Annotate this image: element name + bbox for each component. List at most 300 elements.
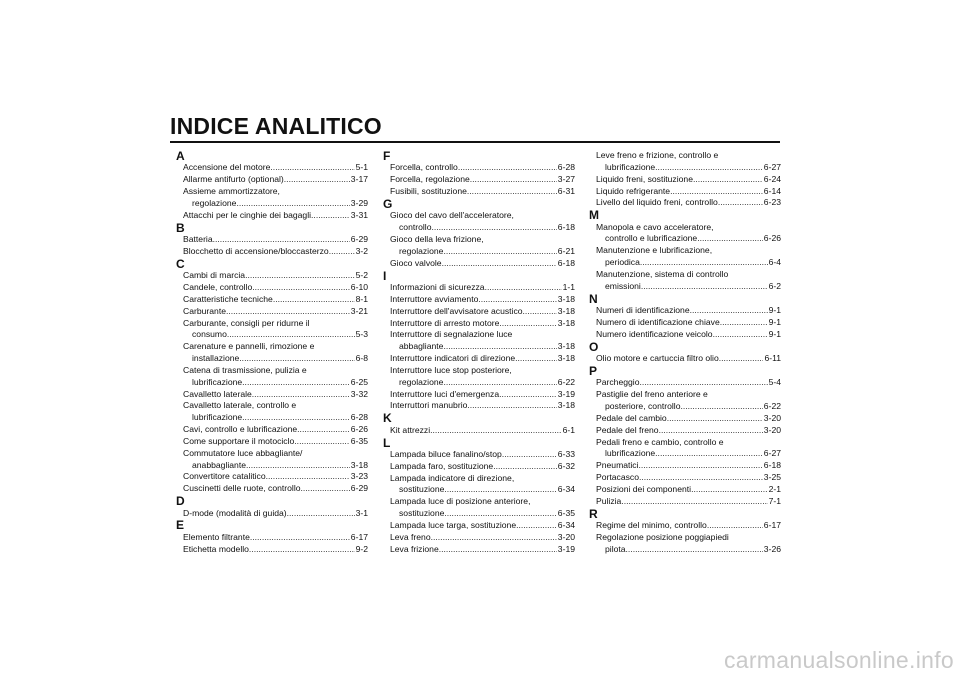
index-entry-page: 3-1	[355, 507, 368, 518]
index-entry-text: Candele, controllo	[183, 281, 253, 292]
index-entry-row	[183, 306, 368, 318]
index-entry-row	[390, 246, 575, 258]
index-group	[589, 293, 781, 341]
index-entry-text: lubrificazione	[605, 161, 656, 172]
index-entry	[383, 353, 575, 365]
dot-leader	[493, 461, 557, 473]
index-entry-row	[596, 257, 781, 269]
index-entry-page: 3-18	[350, 459, 368, 470]
index-entry-row	[596, 233, 781, 245]
dot-leader	[239, 353, 354, 365]
dot-leader	[659, 425, 763, 437]
index-entry-line: Cavalletto laterale, controllo e	[183, 400, 297, 411]
index-entry-row	[596, 460, 781, 472]
index-entry-row	[390, 162, 575, 174]
index-entry-row	[596, 353, 781, 365]
dot-leader	[670, 186, 763, 198]
index-entry	[176, 294, 368, 306]
index-entry-row	[183, 377, 368, 389]
index-entry-text: Etichetta modello	[183, 543, 249, 554]
dot-leader	[226, 306, 350, 318]
index-letter: P	[589, 363, 598, 378]
index-entry-text: regolazione	[399, 376, 444, 387]
index-entry-page: 6-23	[763, 197, 781, 208]
index-entry-text: lubrificazione	[605, 448, 656, 459]
index-entry-row	[183, 282, 368, 294]
index-entry-row	[596, 317, 781, 329]
index-group	[589, 365, 781, 508]
index-entry-page: 3-17	[350, 174, 368, 185]
index-entry-text: Kit attrezzi	[390, 424, 431, 435]
index-entry-line: Manopola e cavo acceleratore,	[596, 221, 714, 232]
index-entry-page: 3-18	[557, 353, 575, 364]
index-letter: B	[176, 220, 185, 235]
index-entry-page: 6-28	[350, 412, 368, 423]
index-entry-row	[183, 294, 368, 306]
index-group	[589, 341, 781, 365]
index-entry	[176, 306, 368, 318]
index-entry-page: 6-28	[557, 162, 575, 173]
index-entry-row	[183, 174, 368, 186]
dot-leader	[443, 377, 556, 389]
index-entry	[383, 306, 575, 318]
index-entry-page: 3-2	[355, 245, 368, 256]
index-letter: O	[589, 339, 599, 354]
index-entry-line: Regolazione posizione poggiapiedi	[596, 531, 729, 542]
index-entry-text: Forcella, regolazione	[390, 174, 470, 185]
index-group	[383, 198, 575, 270]
index-entry	[589, 150, 781, 174]
index-group	[176, 222, 368, 258]
index-entry-text: Interruttore dell'avvisatore acustico	[390, 305, 523, 316]
index-entry-page: 6-24	[763, 173, 781, 184]
dot-leader	[667, 413, 763, 425]
dot-leader	[284, 174, 350, 186]
index-entry-page: 3-20	[557, 531, 575, 542]
index-entry-row	[183, 389, 368, 401]
index-entry	[176, 318, 368, 342]
index-column-1	[176, 150, 368, 556]
index-entry	[383, 449, 575, 461]
index-entry-page: 6-27	[763, 448, 781, 459]
index-entry	[176, 400, 368, 424]
index-entry	[589, 484, 781, 496]
index-entry-page: 6-22	[557, 376, 575, 387]
index-group	[383, 437, 575, 556]
index-entry-text: Lampada faro, sostituzione	[390, 460, 494, 471]
index-entry-row	[596, 174, 781, 186]
index-entry	[589, 353, 781, 365]
index-entry	[589, 496, 781, 508]
index-entry-text: Interruttore luci d'emergenza	[390, 388, 500, 399]
index-entry-page: 6-21	[557, 245, 575, 256]
dot-leader	[250, 532, 350, 544]
index-entry-row	[596, 544, 781, 556]
index-entry-row	[390, 222, 575, 234]
index-entry	[383, 329, 575, 353]
index-entry	[176, 424, 368, 436]
dot-leader	[458, 162, 557, 174]
index-entry-row	[183, 162, 368, 174]
index-entry	[176, 234, 368, 246]
index-entry-row	[596, 425, 781, 437]
dot-leader	[242, 377, 350, 389]
index-entry-page: 6-18	[557, 257, 575, 268]
index-group	[176, 150, 368, 222]
index-entry	[176, 162, 368, 174]
dot-leader	[311, 210, 350, 222]
index-entry-page: 3-18	[557, 341, 575, 352]
index-entry-row	[390, 425, 575, 437]
index-letter: I	[383, 268, 387, 283]
dot-leader	[266, 471, 350, 483]
index-entry-row	[390, 532, 575, 544]
dot-leader	[719, 353, 764, 365]
index-entry	[383, 365, 575, 389]
index-entry-text: Olio motore e cartuccia filtro olio	[596, 353, 719, 364]
index-entry-text: Interruttore di arresto motore	[390, 317, 500, 328]
index-entry-row	[596, 281, 781, 293]
index-entry-text: Leva frizione	[390, 543, 439, 554]
index-entry	[176, 483, 368, 495]
index-entry-page: 3-19	[557, 543, 575, 554]
index-entry-page: 6-14	[763, 185, 781, 196]
dot-leader	[693, 174, 763, 186]
index-entry-row	[183, 353, 368, 365]
index-entry-line: Interruttore luce stop posteriore,	[390, 364, 512, 375]
index-entry-page: 6-22	[763, 400, 781, 411]
index-entry-text: Accensione del motore	[183, 162, 271, 173]
index-entry	[589, 437, 781, 461]
index-letter: N	[589, 291, 598, 306]
index-entry-line: Catena di trasmissione, pulizia e	[183, 364, 307, 375]
dot-leader	[697, 233, 763, 245]
dot-leader	[467, 186, 557, 198]
index-group	[589, 209, 781, 292]
index-entry	[589, 377, 781, 389]
dot-leader	[713, 329, 768, 341]
index-entry-page: 2-1	[768, 483, 781, 494]
index-entry-row	[596, 377, 781, 389]
index-entry-page: 3-32	[350, 388, 368, 399]
dot-leader	[252, 282, 350, 294]
index-entry-text: Come supportare il motociclo	[183, 435, 295, 446]
index-column-3	[589, 150, 781, 556]
index-entry	[176, 174, 368, 186]
index-entry-text: Pedale del cambio	[596, 412, 667, 423]
dot-leader	[242, 412, 350, 424]
dot-leader	[439, 544, 557, 556]
index-entry-text: Pedale del freno	[596, 424, 659, 435]
index-entry-text: Interruttore avviamento	[390, 293, 479, 304]
index-entry-text: Pulizia	[596, 495, 622, 506]
index-entry-page: 6-8	[355, 353, 368, 364]
index-entry-text: Parcheggio	[596, 377, 640, 388]
index-entry	[176, 246, 368, 258]
index-entry-page: 5-1	[355, 162, 368, 173]
index-entry-row	[183, 198, 368, 210]
dot-leader	[485, 282, 562, 294]
index-entry-line: Leve freno e frizione, controllo e	[596, 150, 719, 160]
index-entry	[383, 389, 575, 401]
index-entry-text: Liquido refrigerante	[596, 185, 671, 196]
index-entry-row	[390, 484, 575, 496]
index-entry-page: 6-17	[763, 519, 781, 530]
index-letter: F	[383, 149, 391, 163]
index-entry-text: D-mode (modalità di guida)	[183, 507, 287, 518]
index-entry-row	[596, 448, 781, 460]
index-entry	[383, 461, 575, 473]
index-entry-page: 3-29	[350, 197, 368, 208]
index-entry	[589, 460, 781, 472]
index-entry-text: Numero identificazione veicolo	[596, 328, 713, 339]
dot-leader	[297, 424, 350, 436]
dot-leader	[213, 234, 350, 246]
index-entry-text: Attacchi per le cinghie dei bagagli	[183, 209, 312, 220]
dot-leader	[641, 281, 768, 293]
index-entry-text: emissioni	[605, 280, 641, 291]
index-entry-row	[390, 282, 575, 294]
index-entry-text: Lampada biluce fanalino/stop	[390, 448, 502, 459]
index-entry-row	[183, 508, 368, 520]
index-entry	[176, 448, 368, 472]
index-entry-text: controllo e lubrificazione	[605, 233, 698, 244]
index-letter: M	[589, 208, 599, 223]
index-entry	[383, 496, 575, 520]
index-column-2	[383, 150, 575, 556]
dot-leader	[431, 222, 556, 234]
index-entry-text: Cavalletto laterale	[183, 388, 252, 399]
dot-leader	[329, 246, 355, 258]
index-entry-line: Carburante, consigli per ridurne il	[183, 317, 310, 328]
index-group	[383, 412, 575, 436]
index-entry-row	[596, 305, 781, 317]
index-group	[176, 258, 368, 495]
dot-leader	[443, 341, 556, 353]
index-entry-page: 6-11	[764, 353, 781, 364]
index-entry-row	[390, 353, 575, 365]
index-entry-row	[390, 508, 575, 520]
index-entry-text: regolazione	[399, 245, 444, 256]
index-entry-page: 6-26	[350, 424, 368, 435]
dot-leader	[245, 270, 354, 282]
index-entry-line: Lampada luce di posizione anteriore,	[390, 496, 531, 507]
index-entry	[176, 365, 368, 389]
index-entry-page: 3-18	[557, 293, 575, 304]
index-entry-text: Gioco valvole	[390, 257, 442, 268]
index-entry-line: Lampada indicatore di direzione,	[390, 472, 515, 483]
index-entry-page: 5-2	[355, 270, 368, 281]
index-entry-row	[390, 174, 575, 186]
dot-leader	[626, 544, 763, 556]
index-letter: D	[176, 494, 185, 509]
index-entry-page: 6-18	[557, 222, 575, 233]
index-entry-page: 6-25	[350, 376, 368, 387]
index-entry-page: 9-2	[355, 543, 368, 554]
dot-leader	[516, 520, 557, 532]
index-entry-text: Numero di identificazione chiave	[596, 316, 720, 327]
index-entry-row	[390, 294, 575, 306]
index-letter: L	[383, 435, 391, 450]
index-entry-page: 6-34	[557, 519, 575, 530]
index-entry-text: Lampada luce targa, sostituzione	[390, 519, 517, 530]
index-entry	[176, 471, 368, 483]
index-letter: A	[176, 149, 185, 163]
index-entry-page: 6-1	[562, 424, 575, 435]
index-entry-row	[390, 318, 575, 330]
index-entry-text: pilota	[605, 543, 626, 554]
dot-leader	[499, 389, 557, 401]
index-entry-text: lubrificazione	[192, 376, 243, 387]
dot-leader	[499, 318, 556, 330]
index-entry-page: 6-2	[768, 280, 781, 291]
index-entry-page: 6-17	[350, 531, 368, 542]
dot-leader	[639, 460, 763, 472]
index-entry-line: Gioco della leva frizione,	[390, 234, 484, 245]
index-entry-text: Convertitore catalitico	[183, 471, 266, 482]
index-entry	[589, 413, 781, 425]
dot-leader	[718, 197, 763, 209]
index-entry-page: 5-4	[768, 377, 781, 388]
dot-leader	[444, 484, 556, 496]
index-entry-row	[390, 306, 575, 318]
index-entry-page: 6-34	[557, 484, 575, 495]
index-entry-text: sostituzione	[399, 508, 445, 519]
index-entry-row	[183, 483, 368, 495]
index-entry	[383, 425, 575, 437]
index-entry-text: sostituzione	[399, 484, 445, 495]
index-letter: G	[383, 196, 393, 211]
index-entry-row	[596, 186, 781, 198]
watermark-text: carmanualsonline.info	[723, 647, 954, 673]
index-entry-row	[183, 270, 368, 282]
dot-leader	[236, 198, 349, 210]
page-title: INDICE ANALITICO	[170, 113, 382, 139]
index-entry-page: 6-18	[763, 460, 781, 471]
index-entry-row	[183, 210, 368, 222]
index-entry	[383, 400, 575, 412]
index-letter: E	[176, 518, 185, 533]
index-entry-line: Interruttore di segnalazione luce	[390, 329, 513, 340]
index-entry-page: 6-33	[557, 448, 575, 459]
index-entry-row	[183, 246, 368, 258]
index-entry-row	[596, 413, 781, 425]
dot-leader	[294, 436, 350, 448]
title-rule	[170, 141, 780, 143]
index-entry	[383, 234, 575, 258]
index-entry	[589, 532, 781, 556]
index-entry	[589, 389, 781, 413]
index-entry-text: Cambi di marcia	[183, 270, 246, 281]
index-entry	[176, 210, 368, 222]
index-entry-page: 9-1	[768, 316, 781, 327]
index-entry-line: Pastiglie del freno anteriore e	[596, 389, 708, 400]
dot-leader	[478, 294, 556, 306]
index-letter: C	[176, 256, 185, 271]
index-entry-line: Manutenzione, sistema di controllo	[596, 269, 729, 279]
index-entry-text: abbagliante	[399, 341, 444, 352]
index-entry-page: 6-35	[350, 435, 368, 446]
dot-leader	[287, 508, 355, 520]
index-entry	[176, 341, 368, 365]
index-entry	[176, 389, 368, 401]
index-entry	[589, 222, 781, 246]
index-entry-text: Livello del liquido freni, controllo	[596, 197, 718, 208]
index-group	[589, 150, 781, 209]
index-entry-row	[183, 234, 368, 246]
index-entry-row	[390, 186, 575, 198]
index-entry	[589, 174, 781, 186]
index-entry	[589, 425, 781, 437]
index-group	[383, 270, 575, 413]
index-entry-text: anabbagliante	[192, 459, 247, 470]
index-entry-row	[183, 329, 368, 341]
index-entry-row	[390, 341, 575, 353]
index-entry-page: 6-31	[557, 186, 575, 197]
dot-leader	[502, 449, 557, 461]
index-entry	[589, 197, 781, 209]
index-entry-page: 3-26	[763, 543, 781, 554]
index-entry-line: Gioco del cavo dell'acceleratore,	[390, 210, 514, 221]
index-entry-page: 3-31	[350, 209, 368, 220]
index-entry	[383, 532, 575, 544]
index-entry-text: Portacasco	[596, 472, 639, 483]
index-entry-row	[183, 532, 368, 544]
index-entry-row	[183, 544, 368, 556]
dot-leader	[443, 246, 556, 258]
index-entry-text: lubrificazione	[192, 412, 243, 423]
index-entry-page: 1-1	[562, 281, 575, 292]
index-entry-text: Batteria	[183, 234, 213, 245]
index-entry-row	[390, 400, 575, 412]
index-entry	[383, 473, 575, 497]
index-entry	[589, 317, 781, 329]
index-entry-page: 3-21	[350, 305, 368, 316]
index-entry-page: 6-32	[557, 460, 575, 471]
index-entry-row	[390, 544, 575, 556]
index-entry-row	[596, 484, 781, 496]
index-entry	[589, 269, 781, 293]
index-entry-page: 6-10	[350, 281, 368, 292]
index-entry-row	[596, 496, 781, 508]
index-entry-line: Commutatore luce abbagliante/	[183, 447, 303, 458]
index-entry-page: 3-18	[557, 400, 575, 411]
index-entry-line: Assieme ammortizzatore,	[183, 186, 280, 197]
dot-leader	[227, 329, 355, 341]
index-entry-row	[390, 520, 575, 532]
index-entry-text: Regime del minimo, controllo	[596, 519, 707, 530]
index-group	[176, 519, 368, 555]
index-entry-row	[390, 389, 575, 401]
index-entry-text: Liquido freni, sostituzione	[596, 173, 693, 184]
index-group	[589, 508, 781, 556]
index-entry	[383, 258, 575, 270]
dot-leader	[515, 353, 557, 365]
index-entry	[383, 210, 575, 234]
index-entry-line: Carenature e pannelli, rimozione e	[183, 341, 315, 352]
index-entry-text: controllo	[399, 222, 432, 233]
index-entry-page: 6-26	[763, 233, 781, 244]
dot-leader	[249, 544, 355, 556]
index-entry-page: 3-20	[763, 424, 781, 435]
index-entry-text: Blocchetto di accensione/bloccasterzo	[183, 245, 329, 256]
index-entry-text: Interruttori manubrio	[390, 400, 468, 411]
index-entry-text: Forcella, controllo	[390, 162, 458, 173]
index-entry	[589, 305, 781, 317]
index-entry-page: 3-25	[763, 472, 781, 483]
index-entry-text: Carburante	[183, 305, 226, 316]
index-entry-page: 6-29	[350, 483, 368, 494]
